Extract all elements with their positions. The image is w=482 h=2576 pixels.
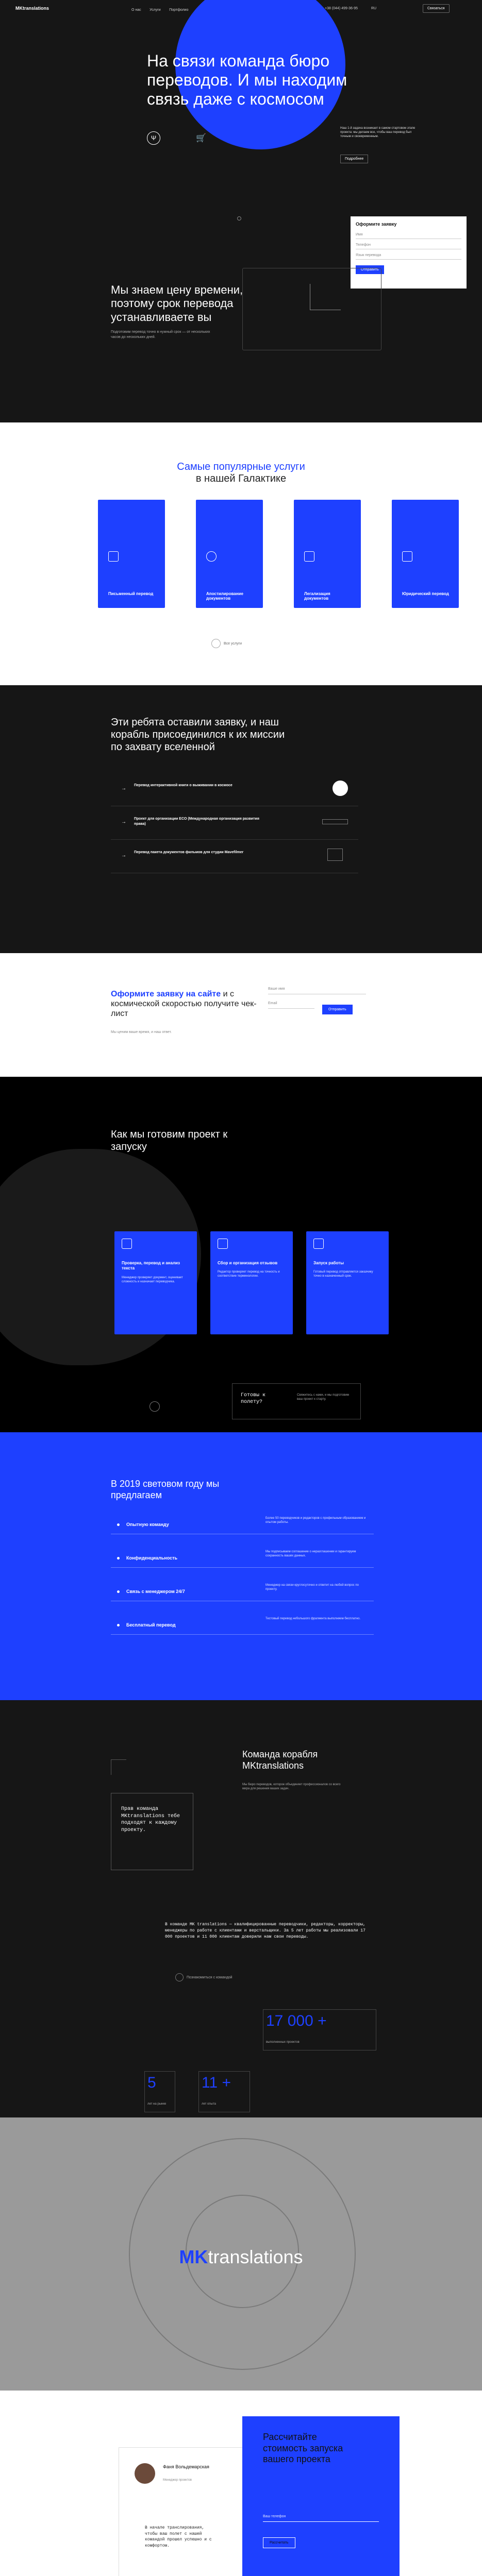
hero-section [0, 0, 482, 247]
circle-arrow-icon [211, 639, 221, 648]
offer-item-4[interactable]: Бесплатный перевод Тестовый перевод небольшого фрагмента выполняем бесплатно. [111, 1615, 374, 1635]
hero-social-icon[interactable]: Ψ [147, 131, 160, 145]
stat-big: 17 000 + выполненных проектов [263, 2009, 376, 2050]
stat-experience: 11 + лет опыта [198, 2071, 250, 2112]
service-card-legalization[interactable]: Легализация документов [294, 500, 361, 608]
process-step-2: Сбор и организация отзывов Редактор проверяет перевод на точность и соответствие терминологии. [210, 1231, 293, 1334]
service-card-apostille[interactable]: Апостилирование документов [196, 500, 263, 608]
hero-title: На связи команда бюро переводов. И мы находим связь даже с космосом [147, 52, 347, 108]
calc-phone-input[interactable]: Ваш телефон [263, 2512, 379, 2522]
process-title: Как мы готовим проект к запуску [111, 1129, 228, 1153]
avatar [135, 2463, 155, 2484]
hero-more-button[interactable]: Подробнее [340, 155, 368, 163]
scroll-icon [304, 551, 314, 562]
client-row-1[interactable]: → Перевод интерактивной книги о выживании в космосе [111, 775, 358, 806]
team-link[interactable]: Познакомиться с командой [175, 1973, 232, 1981]
manager-card: Фаня Вольдемарская Менеджер проектов В начале транслирования, чтобы ваш полет с нашей командой прошел успешно и с комфортом. [119, 2447, 253, 2576]
services-title: Самые популярные услуги в нашей Галактике [177, 461, 305, 484]
arrow-icon: → [121, 853, 126, 858]
time-form-title: Оформите заявку [356, 222, 397, 227]
time-section [0, 222, 482, 422]
order-name-input[interactable]: Ваше имя [268, 984, 366, 994]
hero-side-text: Наш 1-й задача возникает в самом стартовом этапе проекта: мы делаем все, чтобы ваш перевод был точным и своевременным. [340, 127, 415, 139]
service-card-legal[interactable]: Юридический перевод [392, 500, 459, 608]
process-section [0, 1077, 482, 1432]
nav-about[interactable]: О нас [131, 8, 141, 12]
services-more-link[interactable]: Все услуги [211, 639, 242, 648]
nav-portfolio[interactable]: Портфолио [169, 8, 189, 12]
order-form [268, 984, 366, 1009]
offer-title: В 2019 световом году мы предлагаем [111, 1479, 220, 1500]
team-intro: Мы бюро переводов, которое объединяет профессионалов со всего мира для решения ваших задач. [242, 1783, 341, 1791]
team-speech: Прав команда MKtranslations тебе подходят к каждому проекту. [121, 1806, 180, 1833]
arrow-icon: → [121, 786, 126, 791]
calc-submit-button[interactable]: Рассчитать [263, 2537, 295, 2548]
chart-icon [218, 1239, 228, 1249]
brand-logo: MKtranslations [179, 2246, 303, 2267]
team-section [0, 1700, 482, 2117]
time-title: Мы знаем цену времени, поэтому срок перевода устанавливаете вы [111, 283, 243, 324]
process-step-1: Проверка, перевод и анализ текста Менеджер проверяет документ, оценивает сложность и назначает переводчика. [114, 1231, 197, 1334]
arrow-icon: → [121, 819, 126, 825]
time-form-phone-input[interactable]: Телефон [356, 241, 461, 249]
offer-item-3[interactable]: Связь с менеджером 24/7 Менеджер на связи круглосуточно и ответит на любой вопрос по проекту. [111, 1582, 374, 1601]
client-row-2[interactable]: → Проект для организации ECO (Международная организация развития права) [111, 809, 358, 840]
process-rocket-icon [149, 1401, 160, 1412]
rocket-icon [313, 1239, 324, 1249]
calc-card [242, 2416, 400, 2576]
nav-services[interactable]: Услуги [149, 8, 161, 12]
time-form-name-input[interactable]: Имя [356, 231, 461, 239]
lang-switch[interactable]: RU [371, 7, 377, 10]
offer-section [0, 1432, 482, 1700]
client-logo-3 [327, 849, 343, 861]
team-speech-corner [111, 1759, 126, 1775]
brand-section [0, 2117, 482, 2391]
process-ready-box[interactable]: Готовы к полету? Свяжитесь с нами, и мы подготовим ваш проект к старту. [232, 1383, 361, 1419]
thumb-up-icon [122, 1239, 132, 1249]
offer-item-2[interactable]: Конфиденциальность Мы подписываем соглашение о неразглашении и гарантируем сохранность ваших данных. [111, 1548, 374, 1568]
team-title: Команда корабля MKtranslations [242, 1749, 318, 1771]
document-icon [108, 551, 119, 562]
services-section [0, 422, 482, 685]
client-logo-2 [322, 819, 348, 824]
offer-item-1[interactable]: Опытную команду Более 50 переводчиков и редакторов с профильным образованием и опытом работы. [111, 1515, 374, 1534]
stamp-icon [206, 551, 217, 562]
clients-title: Эти ребята оставили заявку, и наш корабль присоединился к их миссии по захвату вселенной [111, 717, 285, 753]
hero-cart-icon[interactable]: 🛒 [196, 134, 206, 143]
time-text: Подготовим перевод точно в нужный срок — от нескольких часов до нескольких дней. [111, 330, 210, 339]
calc-section [0, 2391, 482, 2576]
order-email-input[interactable]: Email [268, 998, 314, 1009]
process-step-3: Запуск работы Готовый перевод отправляется заказчику точно в назначенный срок. [306, 1231, 389, 1334]
time-clock-widget [242, 268, 381, 350]
header-cta-button[interactable]: Связаться [423, 4, 450, 13]
service-card-written[interactable]: Письменный перевод [98, 500, 165, 608]
scales-icon [402, 551, 412, 562]
logo[interactable]: MKtranslations [15, 6, 49, 11]
calc-title: Рассчитайте стоимость запуска вашего проекта [263, 2432, 343, 2465]
time-form-submit-button[interactable]: Отправить [356, 265, 384, 274]
order-title: Оформите заявку на сайте и с космической скоростью получите чек-лист [111, 990, 257, 1019]
team-body: В команде MK translations — квалифицированные переводчики, редакторы, корректоры, менеджеры по работе с клиентами и верстальщики. За 5 лет работы мы реализовали 17 000 проектов и 11 000 клиентам доверили нам свои переводы. [165, 1922, 365, 1939]
time-form-lang-select[interactable]: Язык перевода [356, 251, 461, 260]
order-submit-button[interactable]: Отправить [322, 1005, 353, 1014]
stat-years: 5 лет на рынке [144, 2071, 175, 2112]
client-row-3[interactable]: → Перевод пакета документов фильмов для студии Mavefilmer [111, 842, 358, 873]
circle-arrow-icon [175, 1973, 184, 1981]
clients-section [0, 685, 482, 953]
header-phone[interactable]: +38 (044) 499-36-95 [325, 7, 358, 10]
hero-orbit-dot [237, 216, 241, 221]
client-logo-1 [333, 781, 348, 796]
order-note: Мы ценим ваше время, и наш ответ. [111, 1030, 172, 1034]
order-section [0, 953, 482, 1077]
